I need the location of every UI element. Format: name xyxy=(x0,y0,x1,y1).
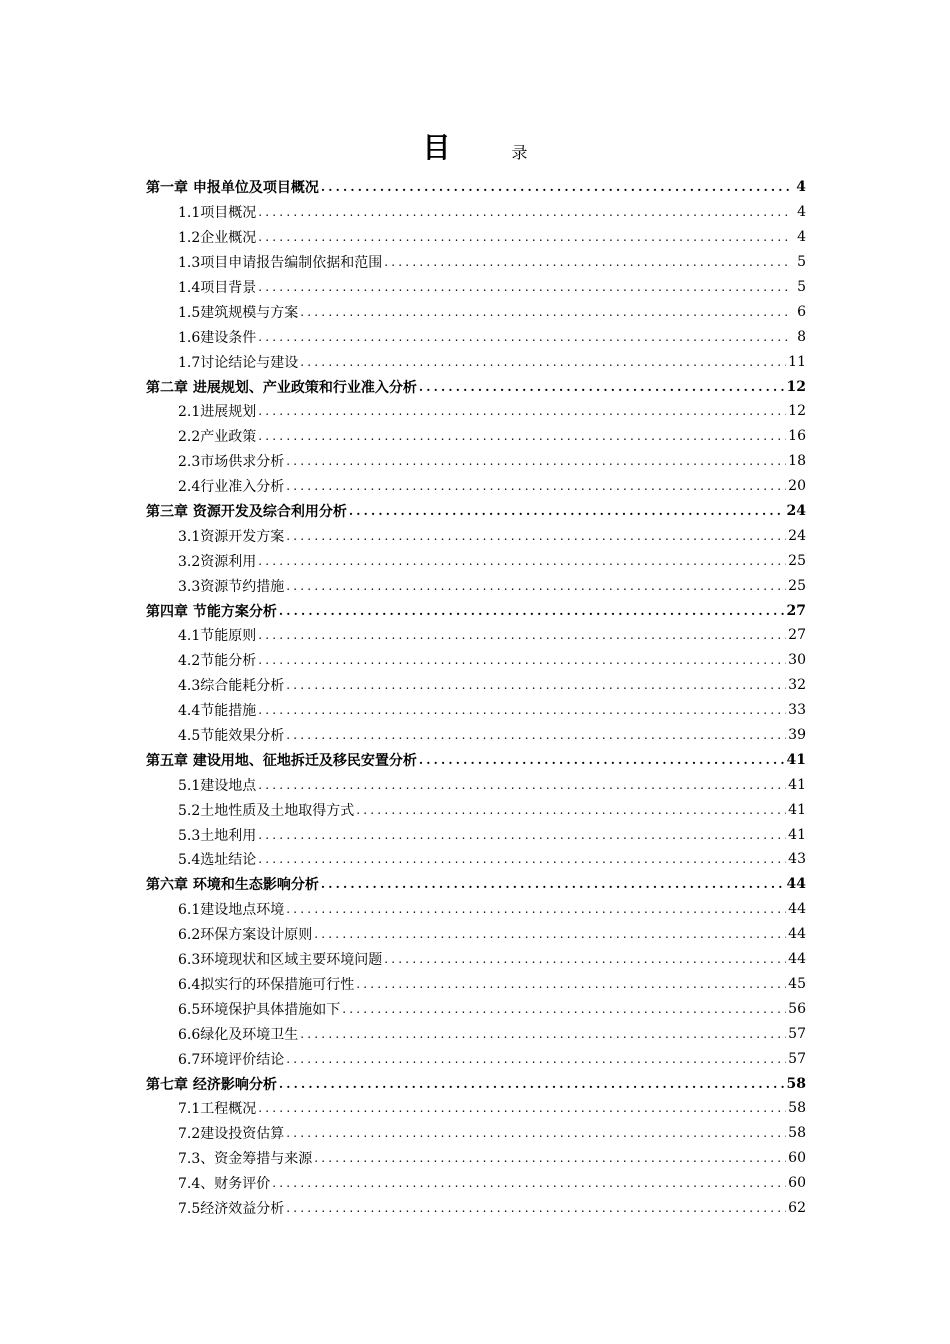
dot-leader xyxy=(286,454,786,468)
toc-page-number: 44 xyxy=(788,951,806,968)
toc-page-number: 25 xyxy=(788,577,806,594)
table-of-contents xyxy=(0,175,950,1220)
dot-leader xyxy=(314,927,786,941)
dot-leader xyxy=(314,1151,786,1165)
dot-leader xyxy=(286,579,786,593)
toc-entry-label: 第四章 节能方案分析 xyxy=(146,603,277,620)
toc-entry-label: 2.1进展规划 xyxy=(178,404,257,421)
toc-page-number: 27 xyxy=(786,602,806,619)
toc-heading-char-2: 录 xyxy=(511,142,528,162)
toc-entry-label: 7.4、财务评价 xyxy=(178,1176,271,1193)
toc-section-entry[interactable] xyxy=(0,349,950,374)
toc-entry-label: 5.3土地利用 xyxy=(178,827,257,844)
toc-page-number: 43 xyxy=(788,851,806,868)
toc-entry-label: 1.6建设条件 xyxy=(178,329,257,346)
dot-leader xyxy=(279,1077,785,1091)
toc-entry-label: 2.3市场供求分析 xyxy=(178,454,285,471)
dot-leader xyxy=(258,828,786,842)
toc-section-entry[interactable] xyxy=(0,1021,950,1046)
toc-entry-label: 6.2环保方案设计原则 xyxy=(178,927,313,944)
toc-chapter-entry[interactable] xyxy=(0,1071,950,1096)
dot-leader xyxy=(258,404,786,418)
toc-section-entry[interactable] xyxy=(0,673,950,698)
toc-page-number: 41 xyxy=(788,826,806,843)
toc-chapter-entry[interactable] xyxy=(0,747,950,772)
toc-section-entry[interactable] xyxy=(0,922,950,947)
toc-entry-label: 3.1资源开发方案 xyxy=(178,528,285,545)
toc-entry-label: 6.5环境保护具体措施如下 xyxy=(178,1001,341,1018)
dot-leader xyxy=(286,678,786,692)
dot-leader xyxy=(258,703,786,717)
toc-section-entry[interactable] xyxy=(0,1171,950,1196)
toc-entry-label: 7.3、资金筹措与来源 xyxy=(178,1151,313,1168)
toc-entry-label: 5.1建设地点 xyxy=(178,777,257,794)
dot-leader xyxy=(356,977,786,991)
toc-entry-label: 1.5建筑规模与方案 xyxy=(178,304,299,321)
toc-section-entry[interactable] xyxy=(0,1121,950,1146)
toc-page-number: 56 xyxy=(788,1000,806,1017)
toc-entry-label: 5.2土地性质及土地取得方式 xyxy=(178,802,355,819)
dot-leader xyxy=(286,1201,786,1215)
dot-leader xyxy=(321,877,785,891)
toc-page-number: 44 xyxy=(786,876,806,893)
toc-page-number: 6 xyxy=(797,303,806,320)
toc-page-number: 33 xyxy=(788,702,806,719)
toc-heading xyxy=(0,128,950,168)
toc-page-number: 60 xyxy=(788,1175,806,1192)
toc-page-number: 32 xyxy=(788,677,806,694)
toc-entry-label: 1.2企业概况 xyxy=(178,230,257,247)
toc-page-number: 57 xyxy=(788,1050,806,1067)
dot-leader xyxy=(286,1126,786,1140)
toc-page-number: 58 xyxy=(788,1125,806,1142)
toc-chapter-entry[interactable] xyxy=(0,374,950,399)
toc-section-entry[interactable] xyxy=(0,250,950,275)
toc-chapter-entry[interactable] xyxy=(0,499,950,524)
toc-entry-label: 6.3环境现状和区域主要环境问题 xyxy=(178,952,383,969)
toc-entry-label: 2.4行业准入分析 xyxy=(178,479,285,496)
toc-page-number: 58 xyxy=(788,1100,806,1117)
toc-page-number: 16 xyxy=(788,428,806,445)
dot-leader xyxy=(258,330,790,344)
dot-leader xyxy=(279,604,785,618)
toc-section-entry[interactable] xyxy=(0,1146,950,1171)
toc-page-number: 12 xyxy=(786,378,806,395)
toc-page-number: 12 xyxy=(788,403,806,420)
toc-entry-label: 1.3项目申请报告编制依据和范围 xyxy=(178,255,383,272)
toc-section-entry[interactable] xyxy=(0,772,950,797)
toc-page-number: 57 xyxy=(788,1025,806,1042)
toc-section-entry[interactable] xyxy=(0,424,950,449)
toc-section-entry[interactable] xyxy=(0,1046,950,1071)
dot-leader xyxy=(286,479,786,493)
dot-leader xyxy=(356,803,786,817)
toc-chapter-entry[interactable] xyxy=(0,175,950,200)
dot-leader xyxy=(300,305,790,319)
toc-page-number: 11 xyxy=(788,353,806,370)
toc-page-number: 5 xyxy=(797,279,806,295)
toc-entry-label: 6.6绿化及环境卫生 xyxy=(178,1026,299,1043)
toc-section-entry[interactable] xyxy=(0,797,950,822)
toc-page-number: 41 xyxy=(788,801,806,818)
toc-section-entry[interactable] xyxy=(0,897,950,922)
dot-leader xyxy=(258,429,786,443)
toc-entry-label: 4.5节能效果分析 xyxy=(178,728,285,745)
dot-leader xyxy=(384,255,790,269)
toc-page-number: 4 xyxy=(797,204,806,221)
toc-entry-label: 1.1项目概况 xyxy=(178,205,257,222)
dot-leader xyxy=(384,952,786,966)
toc-section-entry[interactable] xyxy=(0,449,950,474)
dot-leader xyxy=(258,280,790,294)
dot-leader xyxy=(321,180,790,194)
toc-entry-label: 6.1建设地点环境 xyxy=(178,902,285,919)
dot-leader xyxy=(286,728,786,742)
toc-entry-label: 7.2建设投资估算 xyxy=(178,1126,285,1143)
toc-page-number: 5 xyxy=(797,254,806,271)
toc-page-number: 18 xyxy=(788,453,806,470)
toc-entry-label: 1.7讨论结论与建设 xyxy=(178,354,299,371)
dot-leader xyxy=(258,852,786,866)
toc-section-entry[interactable] xyxy=(0,822,950,847)
toc-page-number: 8 xyxy=(797,328,806,345)
toc-section-entry[interactable] xyxy=(0,847,950,872)
toc-section-entry[interactable] xyxy=(0,972,950,997)
toc-page-number: 58 xyxy=(786,1075,806,1092)
dot-leader xyxy=(258,628,786,642)
toc-section-entry[interactable] xyxy=(0,573,950,598)
toc-entry-label: 2.2产业政策 xyxy=(178,429,257,446)
toc-entry-label: 4.4节能措施 xyxy=(178,703,257,720)
dot-leader xyxy=(258,554,786,568)
toc-section-entry[interactable] xyxy=(0,275,950,300)
toc-section-entry[interactable] xyxy=(0,548,950,573)
toc-section-entry[interactable] xyxy=(0,648,950,673)
dot-leader xyxy=(258,1101,786,1115)
toc-page-number: 60 xyxy=(788,1150,806,1167)
dot-leader xyxy=(349,504,785,518)
dot-leader xyxy=(272,1176,786,1190)
toc-section-entry[interactable] xyxy=(0,1096,950,1121)
toc-entry-label: 第六章 环境和生态影响分析 xyxy=(146,877,319,894)
toc-page-number: 25 xyxy=(788,552,806,569)
toc-page-number: 44 xyxy=(788,926,806,943)
dot-leader xyxy=(258,230,790,244)
toc-section-entry[interactable] xyxy=(0,399,950,424)
dot-leader xyxy=(258,778,786,792)
toc-section-entry[interactable] xyxy=(0,1196,950,1221)
toc-page-number: 27 xyxy=(788,627,806,644)
toc-entry-label: 第一章 申报单位及项目概况 xyxy=(146,180,319,197)
toc-entry-label: 4.1节能原则 xyxy=(178,628,257,645)
dot-leader xyxy=(419,380,785,394)
toc-section-entry[interactable] xyxy=(0,996,950,1021)
toc-chapter-entry[interactable] xyxy=(0,598,950,623)
toc-page-number: 24 xyxy=(788,527,806,544)
dot-leader xyxy=(419,753,785,767)
toc-entry-label: 3.3资源节约措施 xyxy=(178,578,285,595)
dot-leader xyxy=(258,205,790,219)
toc-entry-label: 第二章 进展规划、产业政策和行业准入分析 xyxy=(146,379,417,396)
toc-heading-char-1: 目 xyxy=(422,131,451,164)
toc-section-entry[interactable] xyxy=(0,723,950,748)
dot-leader xyxy=(342,1002,786,1016)
toc-page-number: 39 xyxy=(788,727,806,744)
toc-page-number: 24 xyxy=(786,503,806,520)
toc-page-number: 4 xyxy=(796,179,806,196)
toc-chapter-entry[interactable] xyxy=(0,872,950,897)
dot-leader xyxy=(286,1052,786,1066)
toc-entry-label: 第五章 建设用地、征地拆迁及移民安置分析 xyxy=(146,752,417,769)
toc-page-number: 41 xyxy=(788,776,806,793)
toc-entry-label: 3.2资源利用 xyxy=(178,553,257,570)
toc-section-entry[interactable] xyxy=(0,299,950,324)
toc-page-number: 45 xyxy=(788,975,806,992)
toc-page-number: 44 xyxy=(788,901,806,918)
toc-page-number: 20 xyxy=(788,478,806,495)
toc-entry-label: 1.4项目背景 xyxy=(178,280,257,296)
toc-page-number: 30 xyxy=(788,652,806,669)
toc-entry-label: 6.7环境评价结论 xyxy=(178,1051,285,1068)
toc-section-entry[interactable] xyxy=(0,324,950,349)
toc-section-entry[interactable] xyxy=(0,523,950,548)
toc-page-number: 4 xyxy=(797,229,806,246)
dot-leader xyxy=(286,902,786,916)
toc-entry-label: 7.1工程概况 xyxy=(178,1101,257,1118)
toc-entry-label: 4.2节能分析 xyxy=(178,653,257,670)
dot-leader xyxy=(300,1027,786,1041)
toc-section-entry[interactable] xyxy=(0,698,950,723)
toc-page-number: 41 xyxy=(786,751,806,768)
toc-section-entry[interactable] xyxy=(0,474,950,499)
toc-entry-label: 第七章 经济影响分析 xyxy=(146,1076,277,1093)
toc-section-entry[interactable] xyxy=(0,225,950,250)
toc-entry-label: 7.5经济效益分析 xyxy=(178,1200,285,1217)
dot-leader xyxy=(258,653,786,667)
toc-entry-label: 6.4拟实行的环保措施可行性 xyxy=(178,976,355,993)
dot-leader xyxy=(300,355,786,369)
dot-leader xyxy=(286,529,786,543)
toc-entry-label: 5.4选址结论 xyxy=(178,852,257,869)
toc-page-number: 62 xyxy=(788,1199,806,1216)
toc-entry-label: 第三章 资源开发及综合利用分析 xyxy=(146,504,347,521)
toc-section-entry[interactable] xyxy=(0,623,950,648)
toc-section-entry[interactable] xyxy=(0,947,950,972)
toc-entry-label: 4.3综合能耗分析 xyxy=(178,678,285,695)
toc-section-entry[interactable] xyxy=(0,200,950,225)
